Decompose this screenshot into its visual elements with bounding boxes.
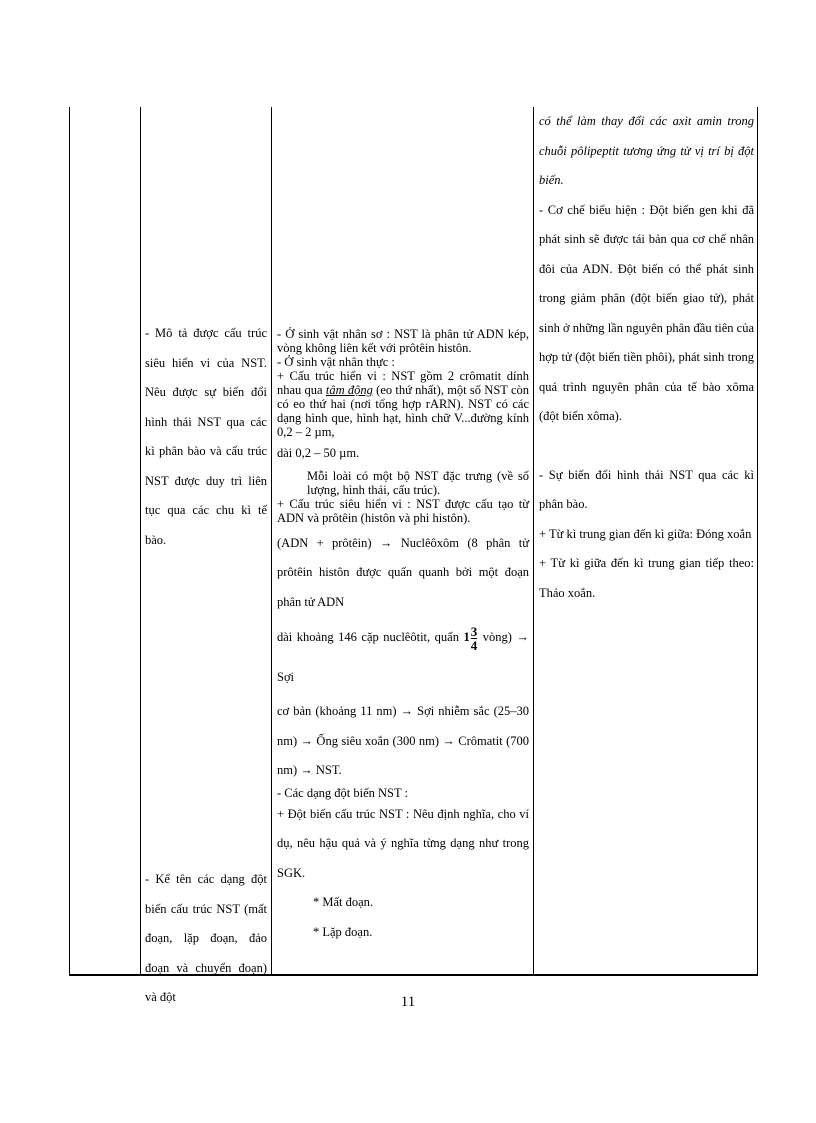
objective-mutations: - Kể tên các dạng đột biến cấu trúc NST (mất đoạn, lặp đoạn, đảo đoạn và chuyển đoạn) và đột xyxy=(145,872,267,1004)
deletion-item: * Mất đoạn. xyxy=(313,895,374,909)
nucleosome-turns: dài khoảng 146 cặp nuclêôtit, quấn 1 $\frac{3}{4}$ vòng) → Sợi xyxy=(277,623,529,684)
microscopic-structure: + Cấu trúc hiển vi : NST gồm 2 crômatit dính nhau qua tâm động (eo thứ nhất), một số NST còn có eo thứ hai (nơi tổng hợp rARN). NST có các dạng hình que, hình hạt, hình chữ V...đường kính 0,2 – 2 µm, xyxy=(277,369,529,439)
amino-acid-change: có thể làm thay đổi các axit amin trong chuỗi pôlipeptit tương ứng từ vị trí bị đột biến. xyxy=(539,114,754,187)
notes-column xyxy=(534,107,758,974)
fraction-one-three-quarters: 1 $\frac{3}{4}$ xyxy=(463,623,478,653)
ultrastructure: + Cấu trúc siêu hiển vi : NST được cấu tạo từ ADN và prôtêin (histôn và phi histôn). xyxy=(277,496,529,525)
mutation-types-heading: - Các dạng đột biến NST : xyxy=(277,785,408,800)
condensation-step: + Từ kì trung gian đến kì giữa: Đóng xoắn xyxy=(539,526,752,541)
species-karyotype: Mỗi loài có một bộ NST đặc trưng (về số lượng, hình thái, cấu trúc). xyxy=(307,468,529,497)
content-table xyxy=(69,107,758,1004)
fiber-hierarchy: cơ bản (khoảng 11 nm) → Sợi nhiễm sắc (25–30 nm) → Ống siêu xoắn (300 nm) → Crômatit (700 nm) → NST. xyxy=(277,704,529,777)
prokaryote-paragraph: - Ở sinh vật nhân sơ : NST là phân tử ADN kép, vòng không liên kết với prôtêin histôn. xyxy=(277,327,529,355)
length-range: dài 0,2 – 50 µm. xyxy=(277,446,360,460)
content-column xyxy=(272,107,533,974)
expression-mechanism: - Cơ chế biểu hiện : Đột biến gen khi đã phát sinh sẽ được tái bản qua cơ chế nhân đôi của ADN. Đột biến có thể phát sinh trong giảm phân (đột biến giao tử), phát sinh ở những lần nguyên phân đầu tiên của hợp tử (đột biến tiền phôi), phát sinh trong quá trình nguyên phân của tế bào xôma (đột biến xôma). xyxy=(539,202,754,423)
centromere-term: tâm động xyxy=(325,383,373,397)
objectives-column xyxy=(141,107,271,1004)
duplication-item: * Lặp đoạn. xyxy=(313,924,373,939)
nucleosome-chain: (ADN + prôtêin) → Nuclêôxôm (8 phân tử prôtêin histôn được quấn quanh bởi một đoạn phân tử ADN xyxy=(277,535,529,609)
chromosome-morphology: - Sự biến đổi hình thái NST qua các kì phân bào. xyxy=(539,467,754,511)
eukaryote-heading: - Ở sinh vật nhân thực : xyxy=(277,355,395,369)
structural-mutation: + Đột biến cấu trúc NST : Nêu định nghĩa, cho ví dụ, nêu hậu quả và ý nghĩa từng dạng như trong SGK. xyxy=(277,806,529,880)
page-number: 11 xyxy=(400,994,416,1010)
decondensation-step: + Từ kì giữa đến kì trung gian tiếp theo: Tháo xoắn. xyxy=(539,556,754,600)
objective-structure: - Mô tả được cấu trúc siêu hiển vi của NST. Nêu được sự biến đổi hình thái NST qua các kì phân bào và cấu trúc NST được duy trì liên tục qua các chu kì tế bào. xyxy=(145,326,267,547)
